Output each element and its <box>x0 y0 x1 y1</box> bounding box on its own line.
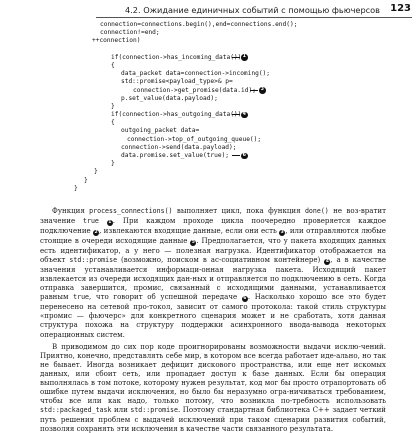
callout-number: 6 <box>242 152 246 158</box>
callout-leader-line <box>250 90 258 91</box>
callout-reference: 4 <box>325 259 329 265</box>
text-run: или <box>111 404 131 414</box>
inline-code: std::promise <box>69 256 118 265</box>
text-run: , что говорит об успешной передаче <box>89 292 242 302</box>
code-text: { <box>111 119 115 127</box>
code-line <box>0 78 420 86</box>
code-text: data_packet data=connection->incoming(); <box>121 70 271 78</box>
inline-code: process_connections() <box>89 207 173 215</box>
code-line <box>0 37 420 45</box>
code-text: if(connection->has_incoming_data()) <box>111 53 242 61</box>
code-text: } <box>84 176 88 184</box>
code-line <box>0 127 420 135</box>
inline-code: std::packaged_task <box>40 405 112 414</box>
code-line <box>0 177 420 185</box>
callout-leader-line <box>232 155 240 156</box>
code-text: connection->top_of_outgoing_queue(); <box>127 135 262 143</box>
callout-leader-line <box>232 114 240 115</box>
running-header <box>0 0 420 22</box>
inline-code: done() <box>304 207 329 215</box>
callout-reference: 5 <box>191 240 195 246</box>
code-line <box>0 136 420 144</box>
paragraph <box>40 342 386 433</box>
text-run: не воз-вратит значение <box>40 206 387 226</box>
callout-reference: 3 <box>280 230 284 236</box>
text-run: выполняет цикл, пока функция <box>172 206 305 215</box>
text-run: , а в качестве значения устанавливается информаци-онная нагрузка пакета. Исходящий пакет извлекается из очереди исходящих дан-ных и отправляется по подключению в сеть. Когда отправка завершится, промис, связанный с исходящими данными, устанавливается равным <box>40 255 387 302</box>
code-line <box>0 111 420 119</box>
code-text: connection=connections.begin(),end=connections.end(); <box>100 21 298 28</box>
code-line <box>0 185 420 193</box>
code-line <box>0 103 420 111</box>
code-text: connection!=end; <box>100 29 160 37</box>
code-text: } <box>74 184 78 192</box>
code-line <box>0 21 420 29</box>
text-run: , или отправляются любые стоящие в очереди исходящие данные <box>40 226 386 246</box>
body-text <box>40 206 386 433</box>
code-line <box>0 95 420 103</box>
code-line <box>0 70 420 78</box>
chapter-section-title: 4.2. Ожидание единичных событий с помощью фьючерсов <box>124 5 380 15</box>
text-run: , извлекаются входящие данные, если они есть <box>99 226 280 236</box>
code-text: connection->send(data.payload); <box>121 143 237 151</box>
code-callout-marker <box>250 87 266 94</box>
code-text: } <box>94 168 98 176</box>
code-text: data.promise.set_value(true); <box>121 152 230 159</box>
callout-number: 1 <box>242 54 246 60</box>
page-number: 123 <box>390 3 411 14</box>
code-line <box>0 119 420 127</box>
code-text: } <box>111 160 115 168</box>
inline-code: std::promise <box>130 405 178 414</box>
code-line <box>0 46 420 54</box>
code-callout-marker <box>232 153 248 160</box>
code-text: } <box>111 102 115 110</box>
code-line <box>0 87 420 95</box>
code-text: ++connection) <box>92 37 141 45</box>
callout-reference: 1 <box>108 220 112 226</box>
code-callout-marker <box>232 54 248 61</box>
text-run: . При каждом проходе цикла поочередно проверяется каждое подключение <box>40 216 386 236</box>
code-line <box>0 160 420 168</box>
callout-reference: 2 <box>94 230 98 236</box>
callout-leader-line <box>232 57 240 58</box>
text-run: . Предполагается, что у пакета входящих данных есть идентификатор, а у него — полезная нагрузка. Идентификатор отображается на объект <box>40 236 386 265</box>
code-callout-marker <box>232 112 248 119</box>
code-text: outgoing_packet data= <box>121 127 200 135</box>
code-text: std::promise<payload_type>& p= <box>121 78 233 86</box>
code-text: { <box>111 61 115 69</box>
text-run: Функция <box>52 206 90 215</box>
header-rule <box>96 17 412 18</box>
code-line <box>0 54 420 62</box>
paragraph <box>40 206 386 339</box>
code-line <box>0 168 420 176</box>
text-run: . Поэтому стандартная библиотека C++ задает четкий путь решения проблем с выдачей исключений при таком сценарии развития событий, позволяя сохранять эти исключения в качестве части связанного результата. <box>40 404 386 433</box>
inline-code: true <box>83 217 99 226</box>
inline-code: true <box>73 293 90 302</box>
code-line <box>0 62 420 70</box>
code-listing <box>0 21 420 193</box>
text-run <box>99 216 107 225</box>
text-run: В приводимом до сих пор коде проигнорированы возможности выдачи исклю-чений. Приятно, конечно, представлять себе мир, в котором все всегда работает иде-ально, но так не бывает. Иногда возникает дефицит дискового пространства, или еще нет искомых данных, или сбоит сеть, или пропадает доступ к базе данных. Если бы операция выполнялась в том потоке, которому нужен результат, код мог бы просто отрапортовать об ошибке путем выдачи исключения, но было бы неразумно огра-ничиваться требованием, чтобы все или как надо, только потому, что возникла по-требность использовать <box>40 341 386 405</box>
text-run: . Насколько хорошо все это будет перенесено на сетевой про-токол, зависит от самого протокола: такой стиль структуры «промис — фьючерс» для конкретного сценария может и не сработать, хотя данная структура похожа на структуру поддержки асинхронного ввода-вывода некоторых операционных систем. <box>40 292 386 339</box>
text-run: (возможно, поиском в ас-социативном контейнере) <box>117 255 325 265</box>
code-text: p.set_value(data.payload); <box>121 94 218 102</box>
code-line <box>0 144 420 152</box>
code-text: connection->get_promise(data.id); <box>133 86 256 94</box>
code-line <box>0 29 420 37</box>
code-line <box>0 152 420 160</box>
callout-number: 4 <box>242 111 246 117</box>
callout-number: 3 <box>260 87 264 93</box>
code-text: if(connection->has_outgoing_data()) <box>111 111 242 119</box>
callout-reference: 6 <box>243 296 247 302</box>
